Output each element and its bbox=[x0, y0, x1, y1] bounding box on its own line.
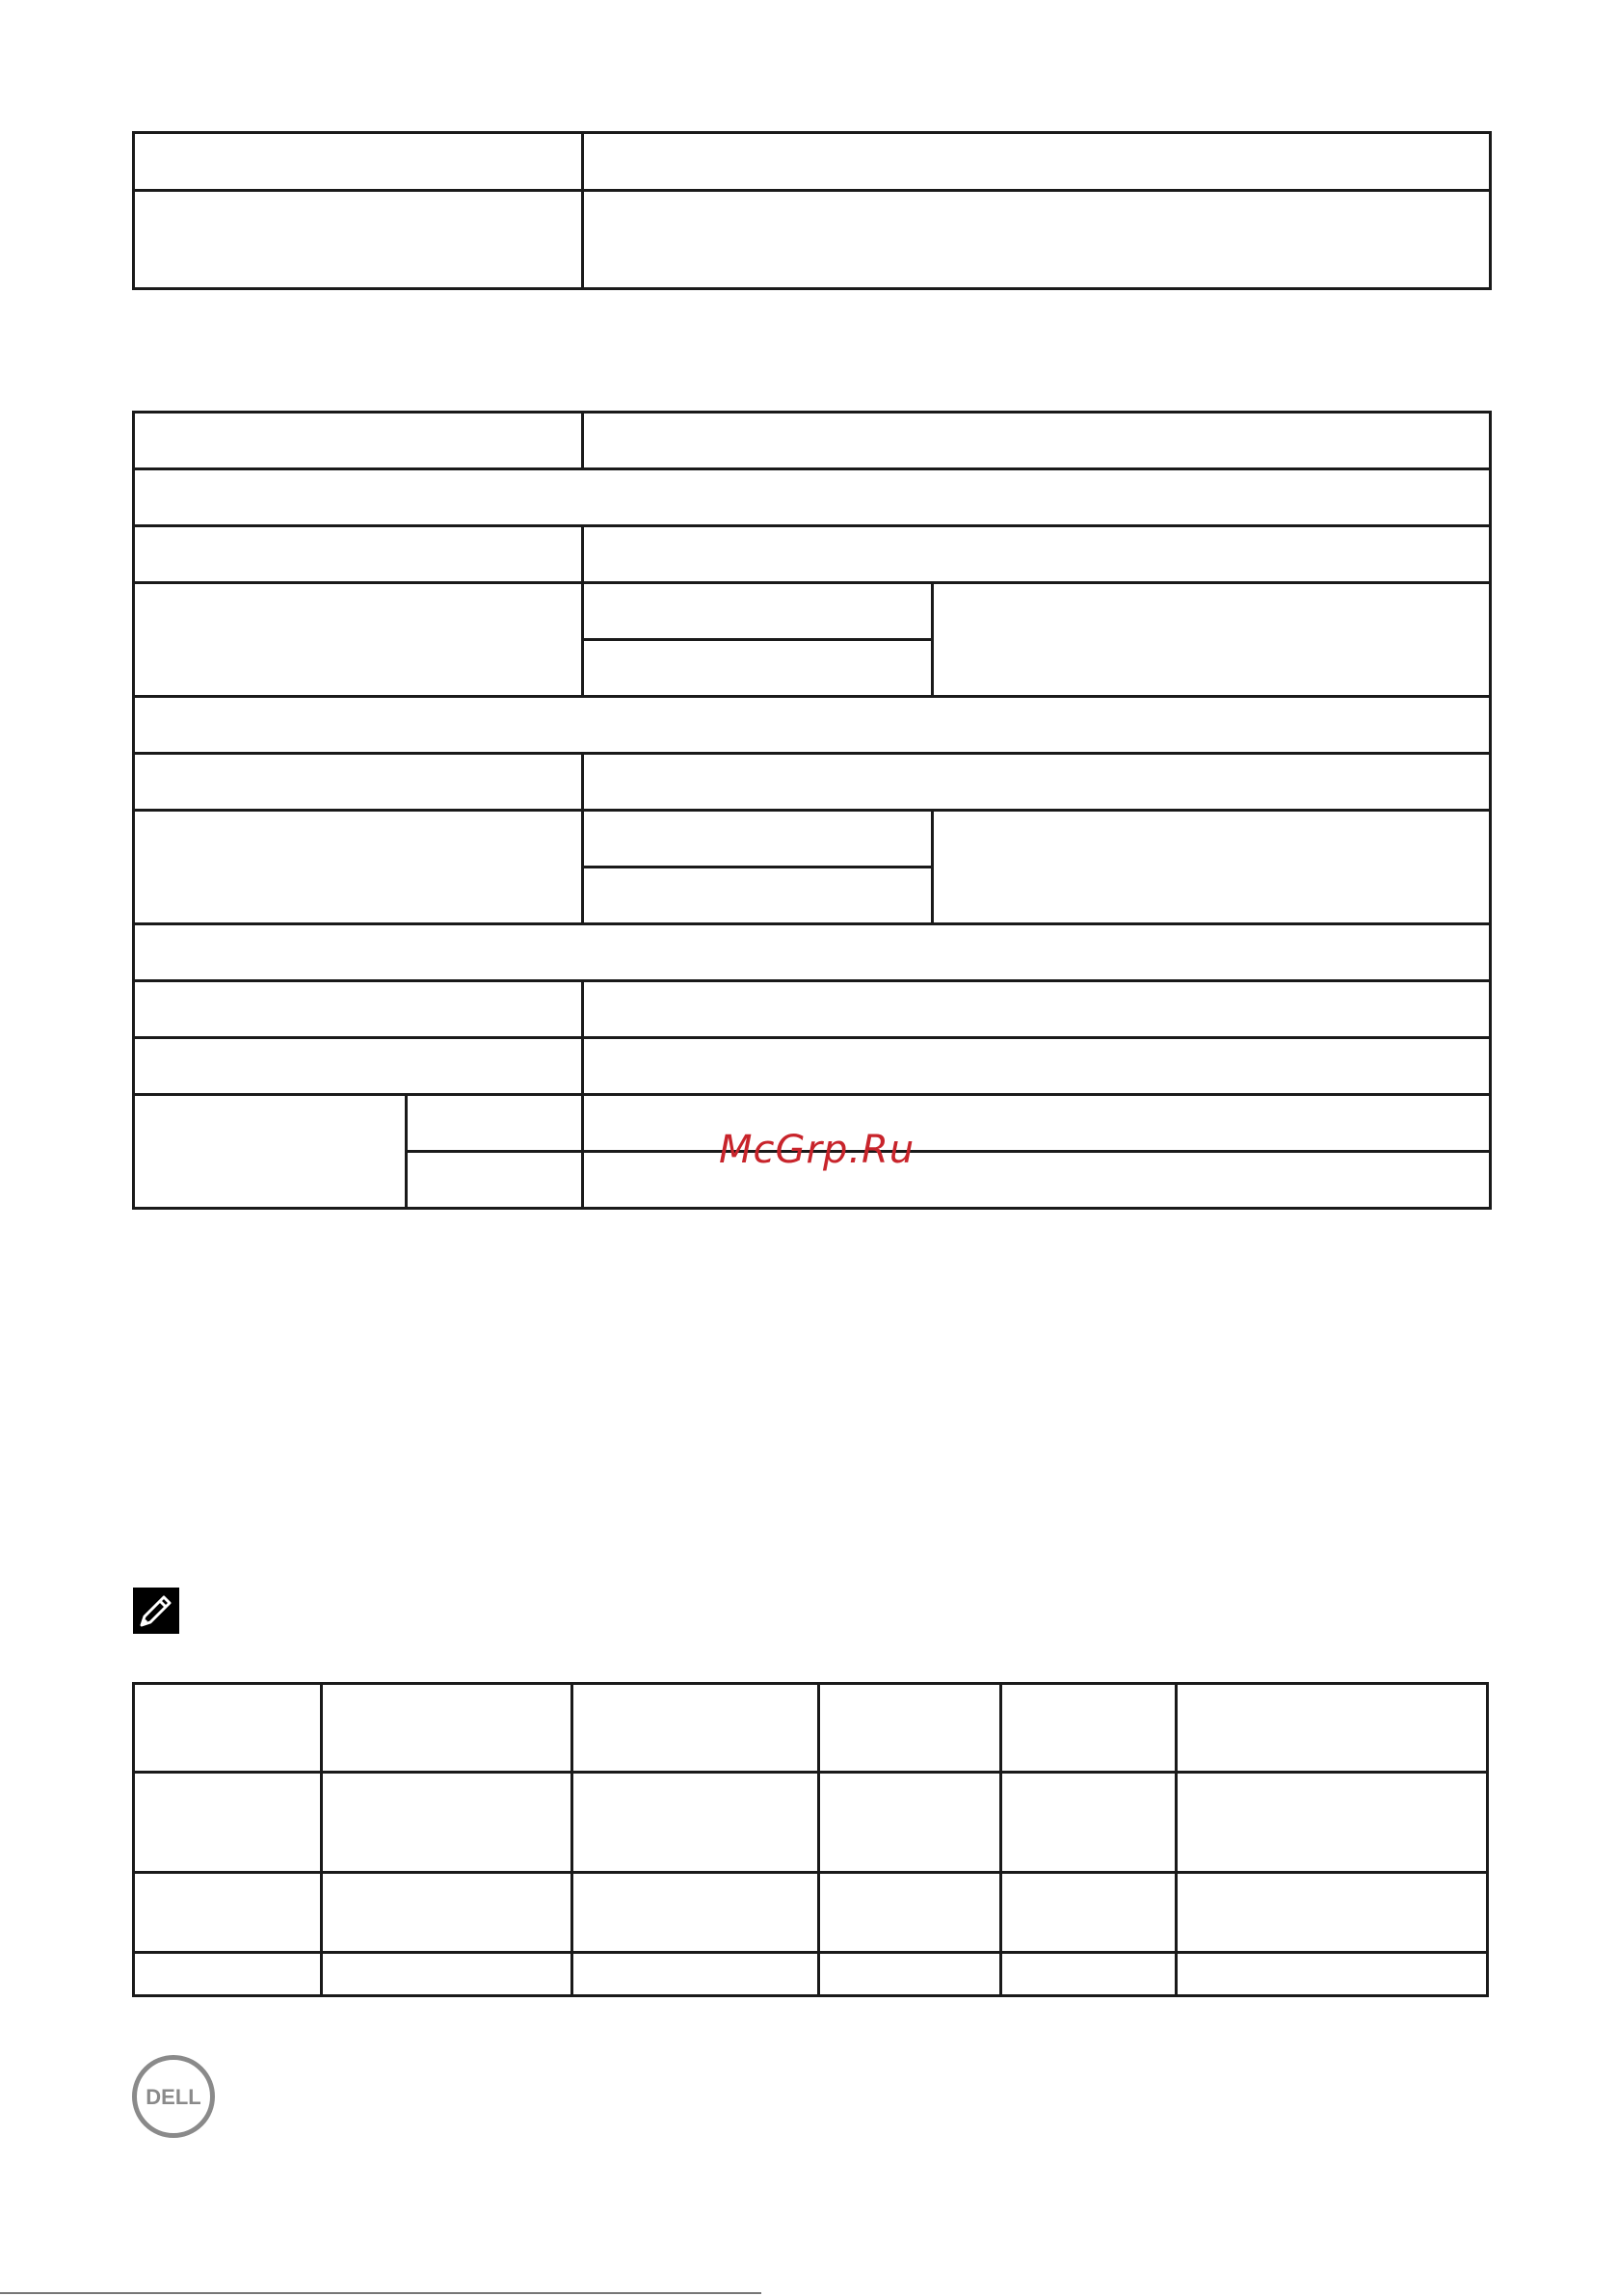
table-cell bbox=[134, 191, 583, 289]
table-cell bbox=[1177, 1773, 1488, 1873]
table-cell bbox=[819, 1873, 1001, 1953]
table-cell bbox=[134, 1038, 583, 1095]
table-cell bbox=[1177, 1873, 1488, 1953]
table-cell bbox=[322, 1953, 572, 1996]
table-row bbox=[134, 191, 1491, 289]
table-header-row bbox=[134, 1684, 1488, 1773]
table-cell bbox=[1001, 1953, 1177, 1996]
table-cell bbox=[134, 811, 583, 924]
table-cell bbox=[322, 1684, 572, 1773]
table-cell bbox=[583, 754, 1491, 811]
table-cell bbox=[1001, 1873, 1177, 1953]
table-row bbox=[134, 526, 1491, 583]
table-cell bbox=[134, 526, 583, 583]
note-pencil-icon bbox=[133, 1588, 179, 1634]
table-row bbox=[134, 133, 1491, 191]
table-cell bbox=[134, 981, 583, 1038]
table-cell bbox=[134, 583, 583, 697]
table-cell bbox=[134, 1873, 322, 1953]
dell-logo bbox=[131, 2054, 216, 2139]
table-row bbox=[134, 981, 1491, 1038]
table-row bbox=[134, 1038, 1491, 1095]
table-cell bbox=[583, 981, 1491, 1038]
table-cell bbox=[583, 811, 933, 868]
table-cell bbox=[1177, 1684, 1488, 1773]
table-cell bbox=[134, 924, 1491, 981]
table-cell bbox=[322, 1773, 572, 1873]
table-cell bbox=[583, 1038, 1491, 1095]
table-cell bbox=[572, 1684, 819, 1773]
table-cell bbox=[572, 1773, 819, 1873]
table-row bbox=[134, 811, 1491, 868]
table-cell bbox=[933, 811, 1491, 924]
table-cell bbox=[819, 1773, 1001, 1873]
table-cell bbox=[583, 191, 1491, 289]
table-cell bbox=[134, 1953, 322, 1996]
spec-table-3 bbox=[132, 1682, 1489, 1997]
table-row bbox=[134, 1773, 1488, 1873]
table-cell bbox=[583, 868, 933, 924]
table-cell bbox=[572, 1873, 819, 1953]
table-cell bbox=[134, 1684, 322, 1773]
table-cell bbox=[572, 1953, 819, 1996]
table-cell bbox=[933, 583, 1491, 697]
table-cell bbox=[583, 413, 1491, 469]
table-cell bbox=[1001, 1684, 1177, 1773]
page-bottom-rule bbox=[0, 2292, 761, 2294]
table-cell bbox=[322, 1873, 572, 1953]
table-cell bbox=[583, 583, 933, 640]
table-row bbox=[134, 1873, 1488, 1953]
table-cell bbox=[583, 133, 1491, 191]
table-cell bbox=[583, 640, 933, 697]
table-row bbox=[134, 1953, 1488, 1996]
section-header-row bbox=[134, 924, 1491, 981]
table-cell bbox=[407, 1152, 583, 1209]
watermark-text: McGrp.Ru bbox=[719, 1128, 915, 1172]
table-cell bbox=[134, 469, 1491, 526]
table-cell bbox=[134, 413, 583, 469]
table-row bbox=[134, 583, 1491, 640]
spec-table-2 bbox=[132, 411, 1492, 1210]
table-cell bbox=[1177, 1953, 1488, 1996]
table-cell bbox=[583, 526, 1491, 583]
watermark bbox=[719, 1128, 915, 1172]
section-header-row bbox=[134, 697, 1491, 754]
spec-table-1 bbox=[132, 131, 1492, 290]
section-header-row bbox=[134, 469, 1491, 526]
dell-logo-text: DELL bbox=[146, 2085, 201, 2109]
table-cell bbox=[407, 1095, 583, 1152]
table-cell bbox=[1001, 1773, 1177, 1873]
table-cell bbox=[134, 1773, 322, 1873]
table-cell bbox=[819, 1953, 1001, 1996]
table-cell bbox=[134, 697, 1491, 754]
table-cell bbox=[134, 754, 583, 811]
table-cell bbox=[134, 1095, 407, 1209]
table-row bbox=[134, 413, 1491, 469]
table-cell bbox=[819, 1684, 1001, 1773]
table-row bbox=[134, 754, 1491, 811]
table-cell bbox=[134, 133, 583, 191]
